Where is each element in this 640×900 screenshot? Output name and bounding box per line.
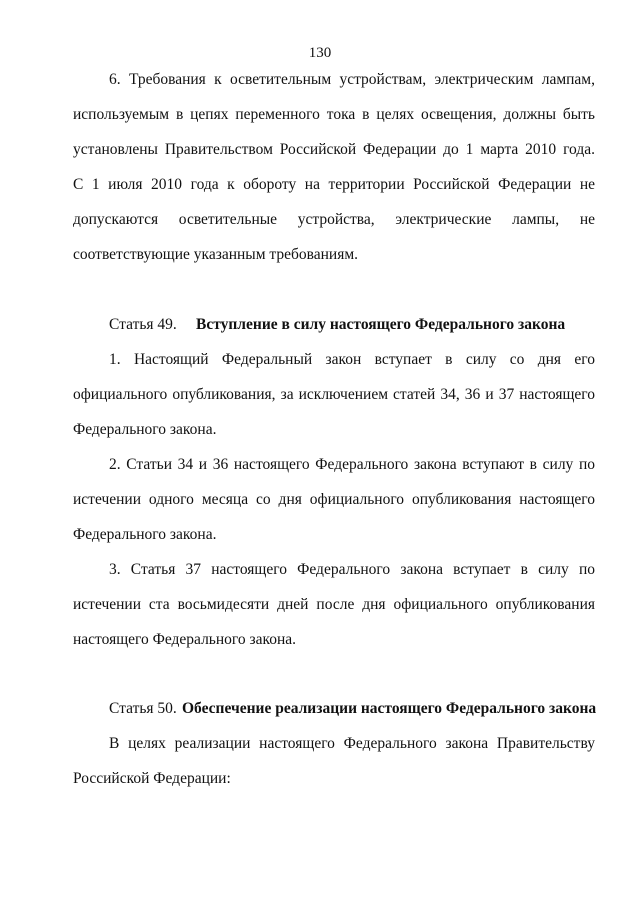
article-49-item-1-line: официального опубликования, за исключением статей 34, 36 и 37 настоящего	[73, 386, 595, 403]
article-49-item-3-line: настоящего Федерального закона.	[73, 631, 297, 648]
article-50-title: Обеспечение реализации настоящего Федерального закона	[182, 700, 597, 717]
article-49-item-1-line: Федерального закона.	[73, 421, 217, 438]
article-49-item-2-line: Федерального закона.	[73, 526, 217, 543]
article-49-item-2-line: истечении одного месяца со дня официального опубликования настоящего	[73, 491, 595, 508]
section-6-line: установлены Правительством Российской Федерации до 1 марта 2010 года.	[73, 141, 595, 158]
article-49-item-3-line: истечении ста восьмидесяти дней после дня официального опубликования	[73, 596, 595, 613]
section-6-line: используемым в цепях переменного тока в целях освещения, должны быть	[73, 106, 595, 123]
section-6-line: допускаются осветительные устройства, электрические лампы, не	[73, 211, 595, 228]
section-6-line: соответствующие указанным требованиям.	[73, 246, 359, 263]
article-50-intro-line: Российской Федерации:	[73, 770, 231, 787]
article-49-item-3-line: 3. Статья 37 настоящего Федерального закона вступает в силу по	[109, 561, 595, 578]
page-number: 130	[308, 45, 332, 61]
article-49-label: Статья 49.	[109, 316, 177, 333]
article-50-label: Статья 50.	[109, 700, 177, 717]
section-6-line: С 1 июля 2010 года к обороту на территории Российской Федерации не	[73, 176, 595, 193]
section-6-line: 6. Требования к осветительным устройствам, электрическим лампам,	[109, 71, 595, 88]
article-49-title: Вступление в силу настоящего Федерального закона	[196, 316, 566, 333]
article-50-intro-line: В целях реализации настоящего Федерального закона Правительству	[109, 735, 595, 752]
article-49-item-2-line: 2. Статьи 34 и 36 настоящего Федерального закона вступают в силу по	[109, 456, 595, 473]
article-49-item-1-line: 1. Настоящий Федеральный закон вступает в силу со дня его	[109, 351, 595, 368]
